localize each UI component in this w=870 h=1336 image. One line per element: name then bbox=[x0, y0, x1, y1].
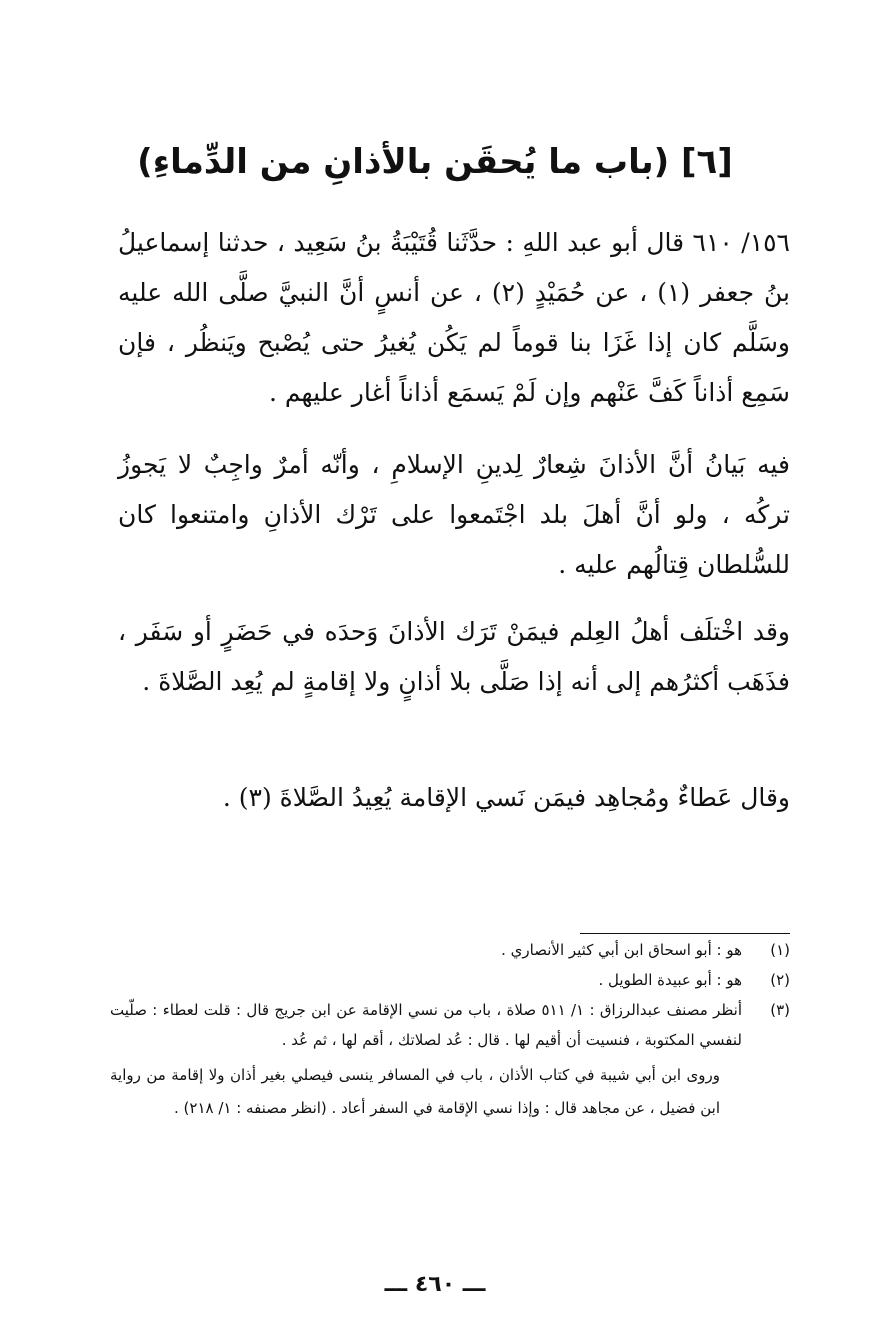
footnote-divider bbox=[580, 933, 790, 934]
commentary-paragraph: فيه بَيانُ أنَّ الأذانَ شِعارٌ لِدينِ الإسلامِ ، وأنّه أمرٌ واجِبٌ لا يَجوزُ تركُه ، ولو أنَّ أهلَ بلد اجْتَمعوا على تَرْك الأذانِ وامتنعوا كان للسُّلطان قِتالُهم عليه . bbox=[118, 450, 790, 579]
footnote-continuation: وروى ابن أبي شيبة في كتاب الأذان ، باب في المسافر ينسى فيصلي بغير أذان ولا إقامة من رواية ابن فضيل ، عن مجاهد قال : وإذا نسي الإقامة في السفر أعاد . (انظر مصنفه : ١/ ٢١٨) . bbox=[110, 1066, 720, 1117]
commentary-paragraph: وقال عَطاءٌ ومُجاهِد فيمَن نَسي الإقامة يُعِيدُ الصَّلاةَ (٣) . bbox=[222, 783, 790, 812]
hadith-paragraph: ١٥٦/ ٦١٠ قال أبو عبد اللهِ : حدَّثَنا قُتَيْبَةُ بنُ سَعِيد ، حدثنا إسماعيلُ بنُ جعفر (١) ، عن حُمَيْدٍ (٢) ، عن أنسٍ أنَّ النبيَّ صلَّى الله عليه وسَلَّم كان إذا غَزَا بنا قوماً لم يَكُن يُغيرُ حتى يُصْبح ويَنظُر ، فإن سَمِع أذاناً كَفَّ عَنْهم وإن لَمْ يَسمَع أذاناً أغار عليهم . bbox=[118, 228, 790, 407]
footnote-number: (١) bbox=[770, 941, 790, 959]
footnote-text: هو : أبو عبيدة الطويل . bbox=[598, 971, 742, 989]
footnotes-section bbox=[110, 935, 790, 1125]
chapter-title: [٦] (باب ما يُحقَن بالأذانِ من الدِّماءِ) bbox=[137, 142, 733, 182]
footnote-item bbox=[110, 935, 790, 965]
footnote-number: (٣) bbox=[770, 1001, 790, 1019]
page-number: ـــ ٤٦٠ ـــ bbox=[384, 1272, 486, 1297]
footnote-number: (٢) bbox=[770, 971, 790, 989]
footnote-item bbox=[110, 995, 790, 1055]
footnote-text: أنظر مصنف عبدالرزاق : ١/ ٥١١ صلاة ، باب من نسي الإقامة عن ابن جريج قال : قلت لعطاء : صلّيت لنفسي المكتوبة ، فنسيت أن أقيم لها . قال : عُد لصلاتك ، أقم لها ، ثم عُد . bbox=[110, 1001, 743, 1049]
commentary-paragraph: وقد اخْتلَف أهلُ العِلم فيمَنْ تَرَك الأذانَ وَحدَه في حَضَرٍ أو سَفَر ، فذَهَب أكثرُهم إلى أنه إذا صَلَّى بلا أذانٍ ولا إقامةٍ لم يُعِد الصَّلاةَ . bbox=[118, 617, 790, 696]
footnote-item bbox=[110, 965, 790, 995]
footnote-text: هو : أبو اسحاق ابن أبي كثير الأنصاري . bbox=[501, 941, 742, 959]
